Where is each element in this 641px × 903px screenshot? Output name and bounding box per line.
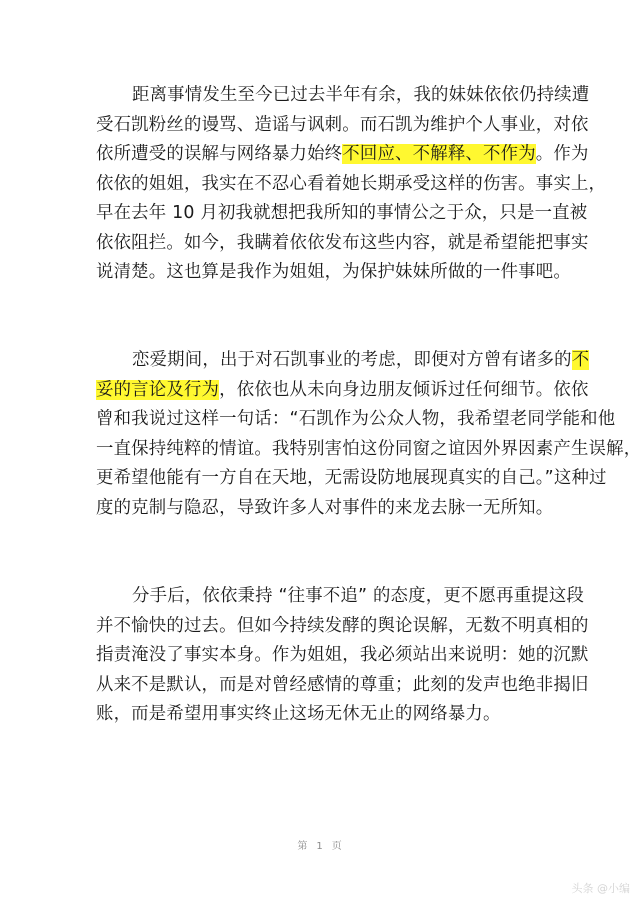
watermark: 头条 @小编 (571, 882, 630, 895)
text-line: 依依的姐姐，我实在不忍心看着她长期承受这样的伤害。事实上， (96, 173, 607, 194)
text-line (96, 346, 590, 376)
page-footer (0, 837, 640, 852)
paragraph-1 (96, 81, 607, 288)
text-line: 账，而是希望用事实终止这场无休无止的网络暴力。 (96, 704, 501, 724)
text-line: 早在去年 10 月初我就想把我所知的事情公之于众，只是一直被 (96, 203, 588, 223)
text-segment: 。作为 (535, 144, 589, 164)
text-line: 依依阻拦。如今，我瞒着依依发布这些内容，就是希望能把事实 (96, 232, 589, 253)
text-line: 一直保持纯粹的情谊。我特别害怕这份同窗之谊因外界因素产生误解， (96, 438, 641, 459)
highlighted-text: 不回应、不解释、不作为 (342, 144, 536, 164)
text-line: 从来不是默认，而是对曾经感情的尊重；此刻的发声也绝非揭旧 (96, 674, 589, 695)
text-line: 曾和我说过这样一句话：“石凯作为公众人物，我希望老同学能和他 (96, 409, 616, 429)
text-line: 度的克制与隐忍，导致许多人对事件的来龙去脉一无所知。 (96, 497, 554, 518)
text-segment: 恋爱期间，出于对石凯事业的考虑，即便对方曾有诸多的 (132, 350, 572, 370)
text-line: 更希望他能有一方自在天地，无需设防地展现真实的自己。”这种过 (96, 468, 607, 488)
text-segment: 依所遭受的误解与网络暴力始终 (96, 144, 343, 164)
highlighted-text: 妥的言论及行为 (96, 379, 220, 400)
text-line: 受石凯粉丝的谩骂、造谣与讽刺。而石凯为维护个人事业，对依 (96, 114, 589, 135)
paragraph-2 (96, 346, 641, 523)
text-line: 说清楚。这也算是我作为姐姐，为保护妹妹所做的一件事吧。 (96, 262, 571, 282)
text-line: 分手后，依依秉持 “往事不追” 的态度，更不愿再重提这段 (132, 586, 585, 606)
text-line: 距离事情发生至今已过去半年有余，我的妹妹依依仍持续遭 (132, 85, 590, 105)
page-number: 1 (316, 841, 324, 852)
text-segment: ，依依也从未向身边朋友倾诉过任何细节。依依 (219, 379, 589, 400)
text-line: 并不愉快的过去。但如今持续发酵的舆论误解，无数不明真相的 (96, 615, 589, 636)
page-suffix: 页 (331, 841, 343, 852)
text-line (96, 376, 589, 406)
paragraph-3 (96, 582, 589, 730)
highlighted-text: 不 (571, 350, 590, 370)
text-line (96, 140, 589, 170)
page-prefix: 第 (297, 841, 309, 852)
text-line: 指责淹没了事实本身。作为姐姐，我必须站出来说明：她的沉默 (96, 645, 589, 665)
